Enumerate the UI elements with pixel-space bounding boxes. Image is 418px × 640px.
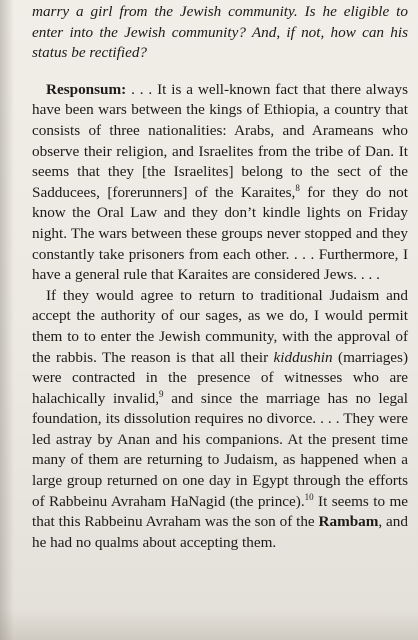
second-paragraph-part-5: , and he had no qualms about accepting them. xyxy=(32,513,408,551)
page-gutter-shadow xyxy=(0,0,14,640)
second-paragraph-part-2: (marriages) were contracted in the presence of witnesses who are halachically invalid, xyxy=(32,348,408,407)
second-paragraph-part-4: It seems to me that this Rabbeinu Avraham was the son of the xyxy=(32,492,408,531)
responsum-paragraph xyxy=(32,80,408,286)
responsum-text-part-2: for they do not know the Oral Law and they don’t kindle lights on Friday night. The wars between these groups never stopped and they constantly take prisoners from each other. . . . Furthermore, I have a general rule that Karaites are considered Jews. . . . xyxy=(32,183,408,284)
page-bottom-shadow xyxy=(0,610,418,640)
second-paragraph-part-3: and since the marriage has no legal foundation, its dissolution requires no divorce. . . . They were led astray by Anan and his companions. At the present time many of them are returning to Judaism, as happened when a large group returned on one day in Egypt through the efforts of Rabbeinu Avraham HaNagid (the prince). xyxy=(32,389,409,510)
question-text: marry a girl from the Jewish community. Is he eligible to enter into the Jewish community? And, if not, how can his status be rectified? xyxy=(32,3,408,62)
second-paragraph-part-1: If they would agree to return to traditional Judaism and accept the authority of our sages, as we do, I would permit them to to enter the Jewish community, with the approval of the rabbis. The reason is that all their xyxy=(32,286,408,366)
footnote-marker-9: 9 xyxy=(159,388,164,399)
page-text-column xyxy=(32,2,408,553)
kiddushin-term: kiddushin xyxy=(273,348,333,366)
rambam-name: Rambam xyxy=(318,513,379,531)
second-paragraph xyxy=(32,286,408,554)
footnote-marker-10: 10 xyxy=(304,491,314,502)
responsum-label: Responsum: xyxy=(46,80,127,98)
responsum-text-part-1: . . . It is a well-known fact that there always have been wars between the kings of Ethiopia, a country that consists of three nationalities: Arabs, and Arameans who observe their religion, and Israelites from the tribe of Dan. It seems that they [the Israelites] belong to the sect of the Sadducees, [forerunners] of the Karaites, xyxy=(32,80,408,201)
footnote-marker-8: 8 xyxy=(295,182,300,193)
